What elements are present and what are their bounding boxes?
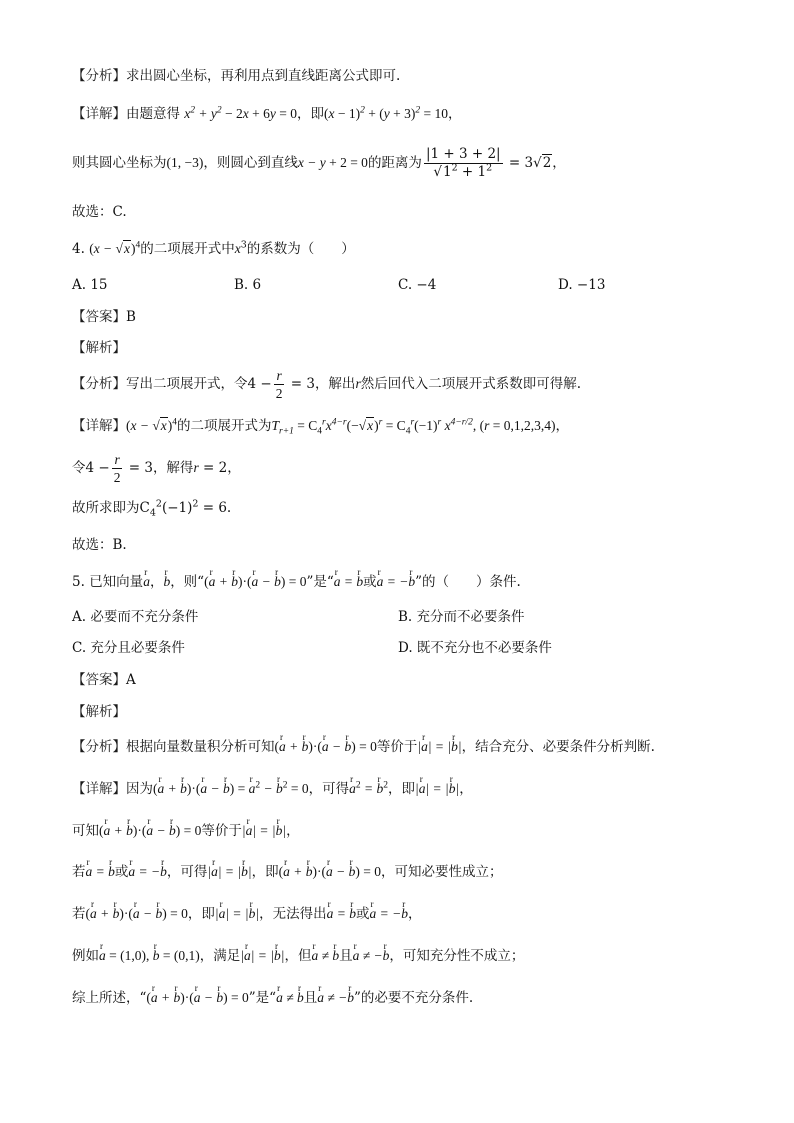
q4-result-line: 故所求即为$C_4^2(-1)^2 = 6$. <box>72 498 232 519</box>
q4-answer-line: 【答案】B <box>72 309 136 325</box>
q5-sufficient-line: 若(r a + r b)·(r a − r b) = 0，即|r a| = |r b|，无法得出r a = r b或r a = −r b， <box>72 904 754 924</box>
distance-fraction: $\frac{|1 + 3 + 2|}{√1^2 + 1^2}$ <box>425 146 501 180</box>
q5-necessary-line: 若r a = r b或r a = −r b，可得|r a| = |r b|，即(r a + r b)·(r a − r b) = 0，可知必要性成立； <box>72 862 754 882</box>
q4-option-b: B. 6 <box>234 277 262 293</box>
q4-option-a: A. 15 <box>72 277 108 293</box>
q4-jiexi-line: 【解析】 <box>72 340 126 356</box>
q5-option-c: C. 充分且必要条件 <box>72 640 185 656</box>
q4-solve-line: 令4 − $\frac{r}{2}$ = 3，解得r = 2， <box>72 452 241 485</box>
q5-example-line: 例如r a = (1,0), r b = (0,1)，满足|r a| = |r b|，但r a ≠ r b且r a ≠ −r b，可知充分性不成立； <box>72 946 754 966</box>
detail-line: 【详解】由题意得 $x^2 + y^2 - 2x + 6y = 0$，即$(x - 1)^2 + (y + 3)^2 = 10$， <box>72 105 462 122</box>
circle-standard-form: $(x - 1)^2 + (y + 3)^2 = 10$ <box>324 105 448 121</box>
q5-stem: 5. 已知向量r a，r b，则“(r a + r b)·(r a − r b) = 0”是“r a = r b或r a = −r b”的（ ）条件. <box>72 572 754 592</box>
q4-analysis-line: 【分析】写出二项展开式，令4 − $\frac{r}{2}$ = 3，解出r然后回代入二项展开式系数即可得解. <box>72 368 581 401</box>
q4-option-d: D. −13 <box>558 277 606 293</box>
binomial-expr: $(x - √x)^4$ <box>89 240 141 256</box>
q5-equiv-line: 可知(r a + r b)·(r a − r b) = 0等价于|r a| = |r b|， <box>72 821 754 841</box>
q3-choice-line: 故选：C. <box>72 204 127 220</box>
analysis-line: 【分析】求出圆心坐标，再利用点到直线距离公式即可. <box>72 68 401 84</box>
general-term: $T_{r+1} = C_4^rx^{4-r}(-√x)^r = C_4^r(-1)^r$ $x^{4-r/2}$, (r = 0,1,2,3,4) <box>271 417 556 437</box>
q5-conclusion-line: 综上所述，“(r a + r b)·(r a − r b) = 0”是“r a ≠ r b且r a ≠ −r b”的必要不充分条件. <box>72 988 754 1008</box>
circle-equation: $x^2 + y^2 - 2x + 6y = 0$ <box>184 105 298 121</box>
q5-option-b: B. 充分而不必要条件 <box>398 609 525 625</box>
line-equation: x − y + 2 = 0 <box>297 155 368 170</box>
distance-line: 则其圆心坐标为(1, −3)，则圆心到直线x − y + 2 = 0的距离为 $\frac{|1 + 3 + 2|}{√1^2 + 1^2}$ = 3√2， <box>72 146 566 180</box>
q4-detail-line: 【详解】$(x - √x)^4$的二项展开式为$T_{r+1} = C_4^rx^{4-r}(-√x)^r = C_4^r(-1)^r$ $x^{4-r/2}$, (r = 0,1,2,3,4)， <box>72 417 569 437</box>
q5-analysis-line: 【分析】根据向量数量积分析可知(r a + r b)·(r a − r b) = 0等价于|r a| = |r b|，结合充分、必要条件分析判断. <box>72 737 754 757</box>
q4-stem: 4. $(x - √x)^4$的二项展开式中$x^3$的系数为（ ） <box>72 239 355 257</box>
distance-result: = 3√2 <box>504 155 552 171</box>
q5-answer-line: 【答案】A <box>72 672 136 688</box>
q4-choice-line: 故选：B. <box>72 537 127 553</box>
q5-jiexi-line: 【解析】 <box>72 704 126 720</box>
q5-option-a: A. 必要而不充分条件 <box>72 609 199 625</box>
center-coords: (1, −3) <box>166 155 204 170</box>
q4-option-c: C. −4 <box>398 277 437 293</box>
q5-detail-line: 【详解】因为(r a + r b)·(r a − r b) = r $a^2 - r$ $b^2 = 0$，可得r $a^2 = r$ $b^2$，即|r a| = |r b|， <box>72 779 754 799</box>
q5-option-d: D. 既不充分也不必要条件 <box>398 640 552 656</box>
